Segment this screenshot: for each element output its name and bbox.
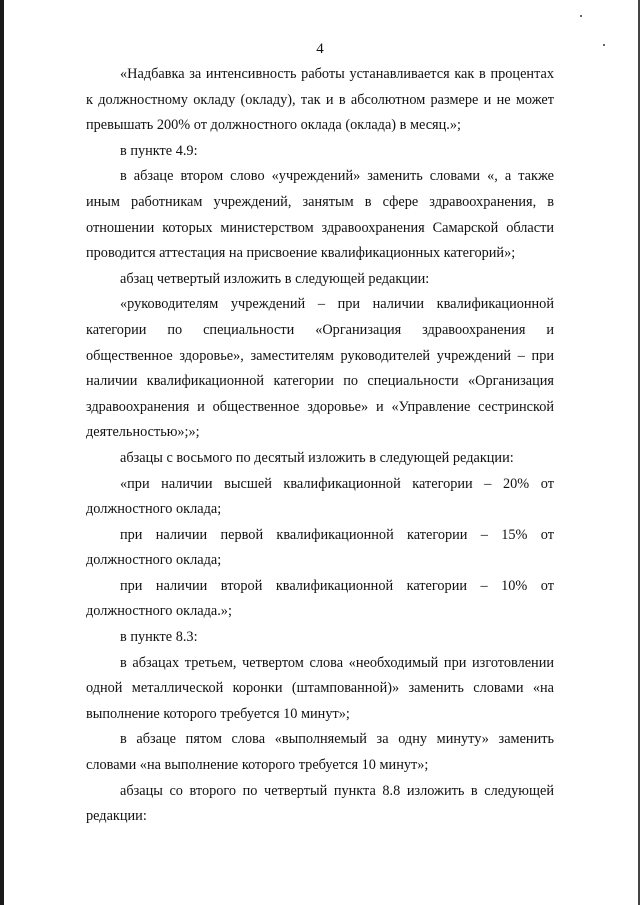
scan-speck — [603, 44, 605, 46]
paragraph-item-4-9: в пункте 4.9: — [120, 142, 198, 159]
paragraph-second-category: при наличии второй квалификационной категории – 10% от должностного оклада.»; — [86, 577, 554, 620]
paragraph-heads-of-institutions: «руководителям учреждений – при наличии квалификационной категории по специальности «Организация здравоохранения и общественное здоровье», заместителям руководителей учреждений – при наличии квалификационной категории по специальности «Организация здравоохранения и общественное здоровье» и «Управление сестринской деятельностью»;»; — [86, 296, 554, 441]
paragraph-fifth-subparagraph: в абзаце пятом слова «выполняемый за одну минуту» заменить словами «на выполнение которого требуется 10 минут»; — [86, 731, 554, 774]
paragraph-allowance-text: «Надбавка за интенсивность работы устанавливается как в процентах к должностному окладу (окладу), так и в абсолютном размере и не может превышать 200% от должностного оклада (оклада) в месяц.»; — [86, 66, 554, 134]
paragraph-highest-category: «при наличии высшей квалификационной категории – 20% от должностного оклада; — [86, 475, 554, 518]
scan-border-left — [0, 0, 4, 905]
scan-speck — [580, 15, 582, 17]
paragraph-second-subparagraph: в абзаце втором слово «учреждений» заменить словами «, а также иным работникам учреждений, занятым в сфере здравоохранения, в отношении которых министерством здравоохранения Самарской области проводится аттестация на присвоение квалификационных категорий»; — [86, 168, 554, 262]
paragraph-item-8-3: в пункте 8.3: — [120, 629, 198, 646]
page-number: 4 — [316, 41, 324, 57]
paragraph-fourth-subparagraph-intro: абзац четвертый изложить в следующей редакции: — [120, 270, 430, 287]
paragraph-crown-replacement: в абзацах третьем, четвертом слова «необходимый при изготовлении одной металлической коронки (штампованной)» заменить словами «на выполнение которого требуется 10 минут»; — [86, 654, 554, 722]
document-page — [86, 40, 554, 830]
paragraph-item-8-8-intro: абзацы со второго по четвертый пункта 8.8 изложить в следующей редакции: — [86, 782, 554, 825]
paragraph-first-category: при наличии первой квалификационной категории – 15% от должностного оклада; — [86, 526, 554, 569]
paragraph-eighth-to-tenth-intro: абзацы с восьмого по десятый изложить в следующей редакции: — [120, 449, 514, 466]
